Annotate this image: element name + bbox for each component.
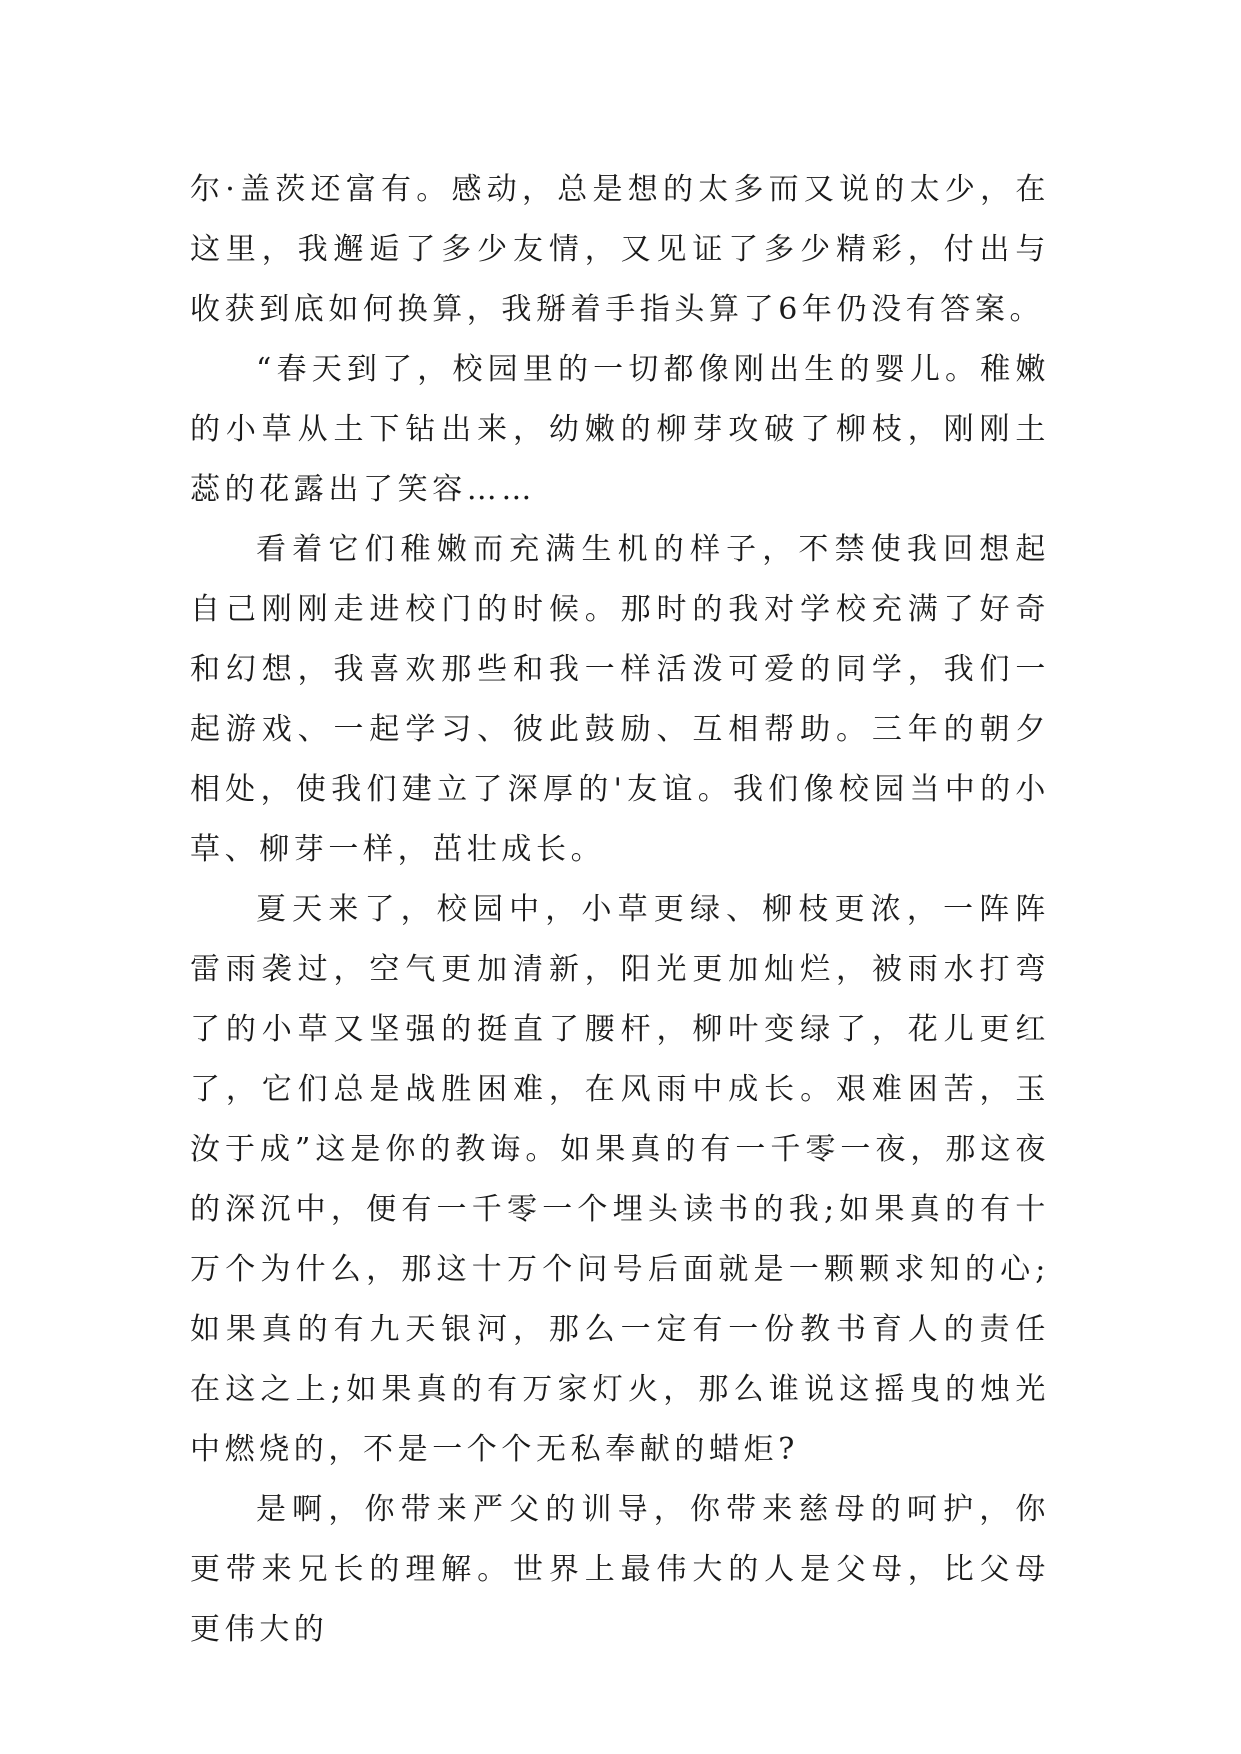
paragraph-2: “春天到了，校园里的一切都像刚出生的婴儿。稚嫩的小草从土下钻出来，幼嫩的柳芽攻破了柳枝，刚刚土蕊的花露出了笑容…… xyxy=(190,352,1050,507)
paragraph-3: 看着它们稚嫩而充满生机的样子，不禁使我回想起自己刚刚走进校门的时候。那时的我对学校充满了好奇和幻想，我喜欢那些和我一样活泼可爱的同学，我们一起游戏、一起学习、彼此鼓励、互相帮助。三年的朝夕相处，使我们建立了深厚的'友谊。我们像校园当中的小草、柳芽一样，茁壮成长。 xyxy=(190,532,1050,867)
paragraph-1: 尔·盖茨还富有。感动，总是想的太多而又说的太少，在这里，我邂逅了多少友情，又见证了多少精彩，付出与收获到底如何换算，我掰着手指头算了6年仍没有答案。 xyxy=(190,172,1050,327)
paragraph-4: 夏天来了，校园中，小草更绿、柳枝更浓，一阵阵雷雨袭过，空气更加清新，阳光更加灿烂，被雨水打弯了的小草又坚强的挺直了腰杆，柳叶变绿了，花儿更红了，它们总是战胜困难，在风雨中成长。艰难困苦，玉汝于成”这是你的教诲。如果真的有一千零一夜，那这夜的深沉中，便有一千零一个埋头读书的我;如果真的有十万个为什么，那这十万个问号后面就是一颗颗求知的心;如果真的有九天银河，那么一定有一份教书育人的责任在这之上;如果真的有万家灯火，那么谁说这摇曳的烛光中燃烧的，不是一个个无私奉献的蜡炬? xyxy=(190,892,1050,1467)
body-text xyxy=(190,160,1050,1660)
paragraph-5: 是啊，你带来严父的训导，你带来慈母的呵护，你更带来兄长的理解。世界上最伟大的人是父母，比父母更伟大的 xyxy=(190,1492,1050,1647)
